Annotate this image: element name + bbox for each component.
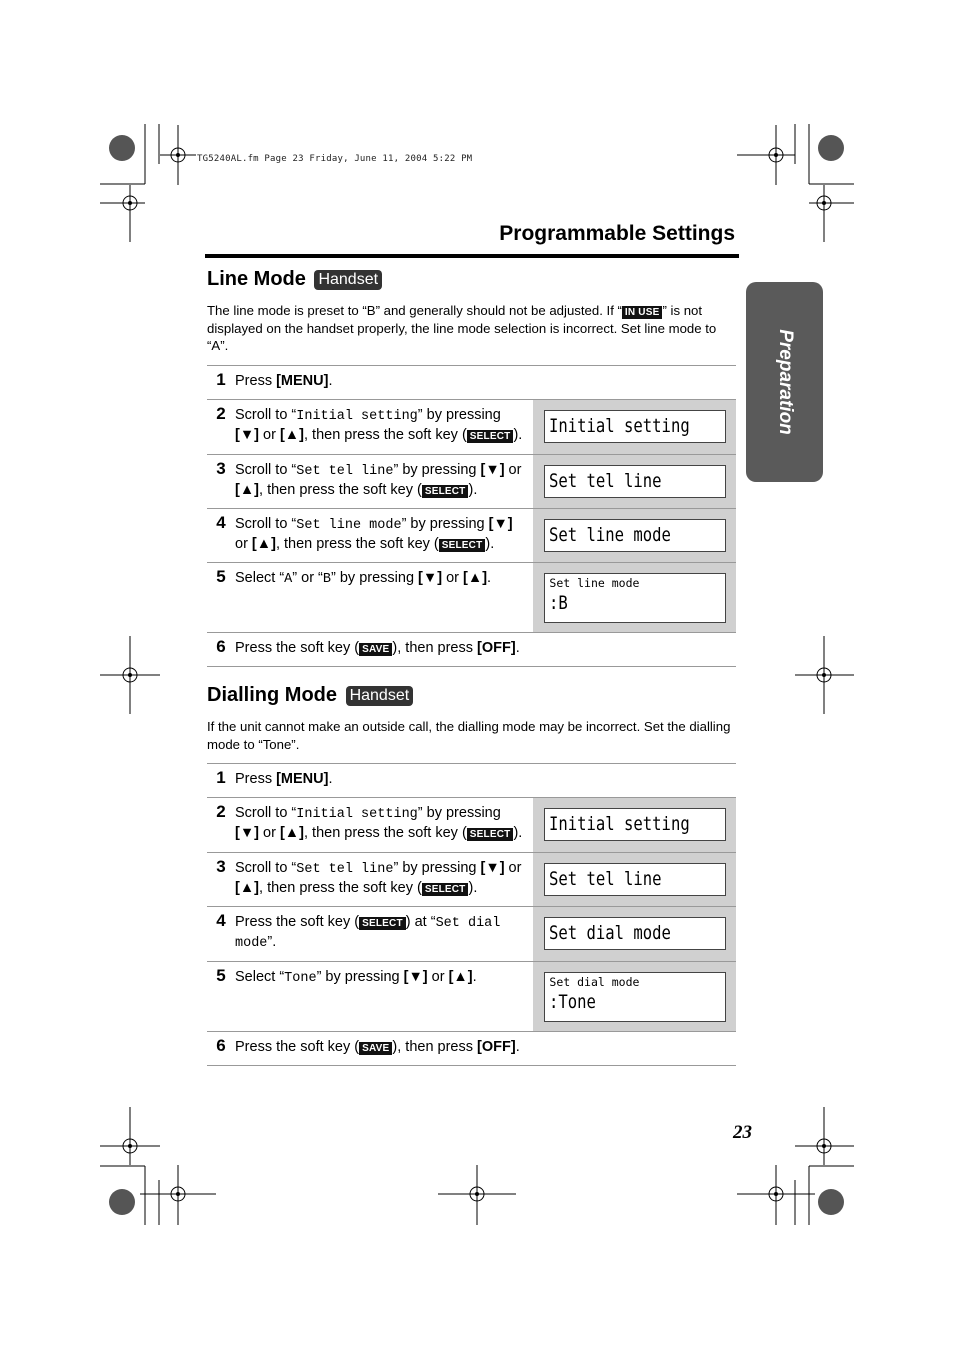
step-text: Scroll to “Initial setting” by pressing [▼] or [▲], then press the soft key ( SELECT ). bbox=[235, 798, 533, 853]
step-row bbox=[207, 400, 736, 455]
file-header: TG5240AL.fm Page 23 Friday, June 11, 2004 5:22 PM bbox=[197, 154, 473, 164]
step-row bbox=[207, 509, 736, 563]
step-text: Press the soft key ( SAVE ), then press [OFF]. bbox=[235, 1032, 736, 1066]
save-key: SAVE bbox=[359, 1042, 392, 1055]
handset-badge: Handset bbox=[346, 686, 414, 706]
lcd-panel bbox=[533, 455, 736, 509]
lcd-display: Initial setting bbox=[544, 410, 726, 443]
lcd-display: Set tel line bbox=[544, 465, 726, 498]
step-number: 5 bbox=[207, 563, 235, 633]
dialling-mode-intro: If the unit cannot make an outside call, the dialling mode may be incorrect. Set the dialling mode to “Tone”. bbox=[207, 719, 731, 752]
step-row bbox=[207, 853, 736, 907]
step-text: Press the soft key ( SELECT ) at “Set dial mode”. bbox=[235, 907, 533, 962]
lcd-display: Set dial mode :Tone bbox=[544, 972, 726, 1022]
step-number: 2 bbox=[207, 798, 235, 853]
step-text: Select “A” or “B” by pressing [▼] or [▲]. bbox=[235, 563, 533, 633]
in-use-key: IN USE bbox=[622, 306, 663, 319]
dialling-mode-heading bbox=[207, 684, 413, 707]
lcd-panel bbox=[533, 509, 736, 563]
handset-badge: Handset bbox=[314, 270, 382, 290]
side-tab-label: Preparation bbox=[774, 329, 796, 435]
lcd-panel bbox=[533, 563, 736, 633]
lcd-panel bbox=[533, 962, 736, 1032]
step-number: 2 bbox=[207, 400, 235, 455]
page-title: Programmable Settings bbox=[499, 222, 735, 245]
select-key: SELECT bbox=[467, 828, 514, 841]
lcd-panel bbox=[533, 853, 736, 907]
save-key: SAVE bbox=[359, 643, 392, 656]
lcd-panel bbox=[533, 907, 736, 962]
step-number: 4 bbox=[207, 907, 235, 962]
lcd-display: Initial setting bbox=[544, 808, 726, 841]
step-text: Scroll to “Set tel line” by pressing [▼] or [▲], then press the soft key ( SELECT ). bbox=[235, 853, 533, 907]
step-number: 6 bbox=[207, 633, 235, 667]
lcd-panel bbox=[533, 798, 736, 853]
title-rule bbox=[205, 254, 739, 258]
step-number: 1 bbox=[207, 366, 235, 400]
step-text: Press the soft key ( SAVE ), then press [OFF]. bbox=[235, 633, 736, 667]
step-number: 3 bbox=[207, 455, 235, 509]
step-number: 4 bbox=[207, 509, 235, 563]
lcd-panel bbox=[533, 400, 736, 455]
lcd-display: Set dial mode bbox=[544, 917, 726, 950]
step-number: 5 bbox=[207, 962, 235, 1032]
step-row bbox=[207, 366, 736, 400]
step-row bbox=[207, 1032, 736, 1066]
step-row bbox=[207, 563, 736, 633]
step-row bbox=[207, 633, 736, 667]
side-tab-preparation bbox=[746, 282, 823, 482]
lcd-display: Set line mode bbox=[544, 519, 726, 552]
dialling-mode-title: Dialling Mode bbox=[207, 684, 337, 706]
line-mode-intro: The line mode is preset to “B” and generally should not be adjusted. If “ IN USE ” is not displayed on the handset properly, the line mode selection is incorrect. Set line mode to “A”. bbox=[207, 303, 717, 353]
step-number: 1 bbox=[207, 764, 235, 798]
select-key: SELECT bbox=[359, 917, 406, 930]
step-text: Press [MENU]. bbox=[235, 764, 736, 798]
select-key: SELECT bbox=[422, 883, 469, 896]
step-number: 3 bbox=[207, 853, 235, 907]
step-row bbox=[207, 907, 736, 962]
page-number: 23 bbox=[733, 1122, 752, 1143]
line-mode-steps bbox=[207, 365, 736, 667]
lcd-display: Set line mode :B bbox=[544, 573, 726, 623]
dialling-mode-steps bbox=[207, 763, 736, 1066]
lcd-display: Set tel line bbox=[544, 863, 726, 896]
step-number: 6 bbox=[207, 1032, 235, 1066]
step-row bbox=[207, 962, 736, 1032]
select-key: SELECT bbox=[439, 539, 486, 552]
step-text: Select “Tone” by pressing [▼] or [▲]. bbox=[235, 962, 533, 1032]
step-text: Scroll to “Set line mode” by pressing [▼] or [▲], then press the soft key ( SELECT ). bbox=[235, 509, 533, 563]
step-text: Scroll to “Set tel line” by pressing [▼] or [▲], then press the soft key ( SELECT ). bbox=[235, 455, 533, 509]
select-key: SELECT bbox=[467, 430, 514, 443]
line-mode-heading bbox=[207, 268, 382, 291]
step-row bbox=[207, 798, 736, 853]
select-key: SELECT bbox=[422, 485, 469, 498]
step-row bbox=[207, 455, 736, 509]
step-row bbox=[207, 764, 736, 798]
line-mode-title: Line Mode bbox=[207, 268, 306, 290]
step-text: Scroll to “Initial setting” by pressing [▼] or [▲], then press the soft key ( SELECT ). bbox=[235, 400, 533, 455]
step-text: Press [MENU]. bbox=[235, 366, 736, 400]
